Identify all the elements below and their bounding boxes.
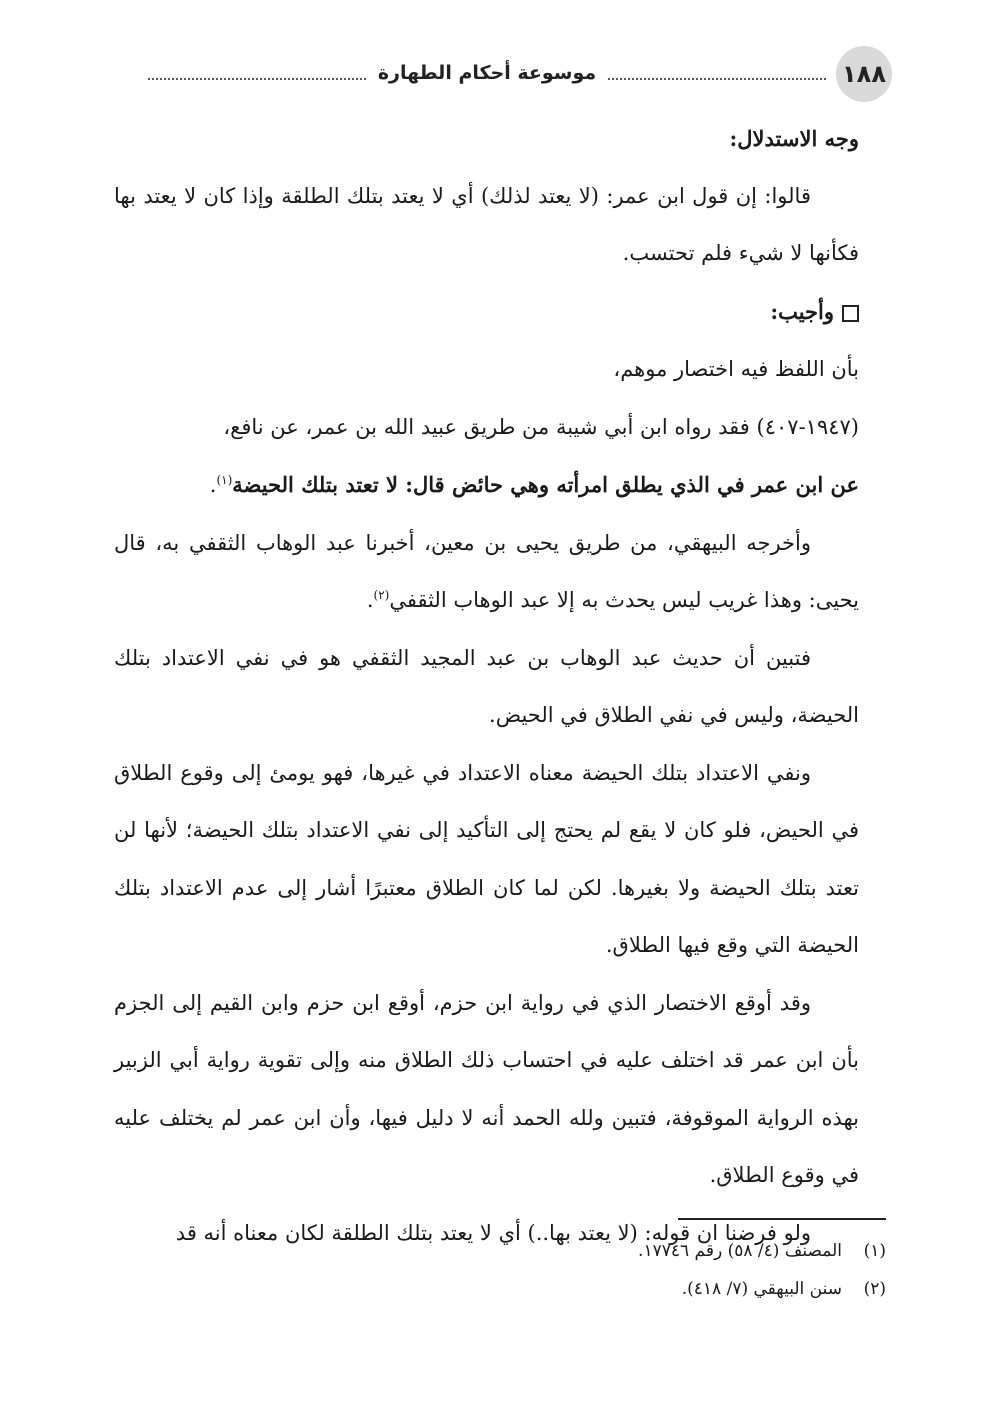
bayhaqi-text: وأخرجه البيهقي، من طريق يحيى بن معين، أخبرنا عبد الوهاب الثقفي به، قال يحيى: وهذا غريب ليس يحدث به إلا عبد الوهاب الثقفي — [114, 530, 859, 612]
paragraph-bayhaqi — [114, 515, 859, 630]
footnote-text: المصنف (٤/ ٥٨) رقم ١٧٧٤٦. — [638, 1241, 842, 1261]
section-heading: وجه الاستدلال: — [729, 126, 859, 151]
paragraph-ibn-hazm: وقد أوقع الاختصار الذي في رواية ابن حزم، أوقع ابن حزم وابن القيم إلى الجزم بأن ابن عمر قد اختلف عليه في احتساب ذلك الطلاق منه وإلى تقوية رواية أبي الزبير بهذه الرواية الموقوفة، فتبين ولله الحمد أنه لا دليل فيها، وأن ابن عمر لم يختلف عليه في وقوع الطلاق. — [114, 990, 859, 1187]
hadith-tail: . — [209, 473, 217, 497]
header-row — [148, 56, 826, 90]
footnote-ref-1: (١) — [216, 473, 233, 487]
paragraph-hadith — [114, 456, 859, 515]
paragraph-evidence: قالوا: إن قول ابن عمر: (لا يعتد لذلك) أي لا يعتد بتلك الطلقة وإذا كان لا يعتد بها فكأنها لا شيء فلم تحتسب. — [114, 183, 859, 265]
paragraph-conclusion: فتبين أن حديث عبد الوهاب بن عبد المجيد الثقفي هو في نفي الاعتداد بتلك الحيضة، وليس في نفي الطلاق في الحيض. — [114, 645, 859, 727]
footnote-2 — [186, 1270, 886, 1308]
footnote-number: (١) — [863, 1241, 886, 1261]
bayhaqi-tail: . — [366, 588, 374, 612]
paragraph-narration: (١٩٤٧-٤٠٧) فقد رواه ابن أبي شيبة من طريق عبيد الله بن عمر، عن نافع، — [223, 414, 859, 439]
answer-label: وأجيب: — [770, 298, 834, 324]
footnote-ref-2: (٢) — [373, 588, 390, 602]
book-title: موسوعة أحكام الطهارة — [377, 62, 597, 84]
footnotes — [186, 1232, 886, 1308]
page-number-badge — [836, 46, 892, 102]
running-header — [140, 44, 892, 104]
footnote-1 — [186, 1232, 886, 1270]
footnote-rule — [678, 1218, 886, 1220]
hadith-text: عن ابن عمر في الذي يطلق امرأته وهي حائض قال: لا تعتد بتلك الحيضة — [232, 472, 859, 497]
footnote-text: سنن البيهقي (٧/ ٤١٨). — [681, 1279, 842, 1299]
paragraph-answer: بأن اللفظ فيه اختصار موهم، — [613, 357, 859, 381]
main-text — [114, 110, 859, 1262]
header-dots-left — [148, 78, 366, 80]
paragraph-negation: ونفي الاعتداد بتلك الحيضة معناه الاعتداد في غيرها، فهو يومئ إلى وقوع الطلاق في الحيض، فلو كان لا يقع لم يحتج إلى التأكيد إلى نفي الاعتداد بتلك الحيضة؛ لأنها لن تعتد بتلك الحيضة ولا بغيرها. لكن لما كان الطلاق معتبرًا أشار إلى عدم الاعتداد بتلك الحيضة التي وقع فيها الطلاق. — [114, 760, 859, 957]
paragraph-supposition: ولو فرضنا ان قوله: (لا يعتد بها..) أي لا يعتد بتلك الطلقة لكان معناه أنه قد — [175, 1220, 811, 1245]
header-dots-right — [608, 78, 826, 80]
page-number: ١٨٨ — [842, 60, 886, 88]
checkbox-icon — [842, 305, 859, 322]
answer-heading — [114, 283, 859, 342]
footnote-number: (٢) — [863, 1279, 886, 1299]
